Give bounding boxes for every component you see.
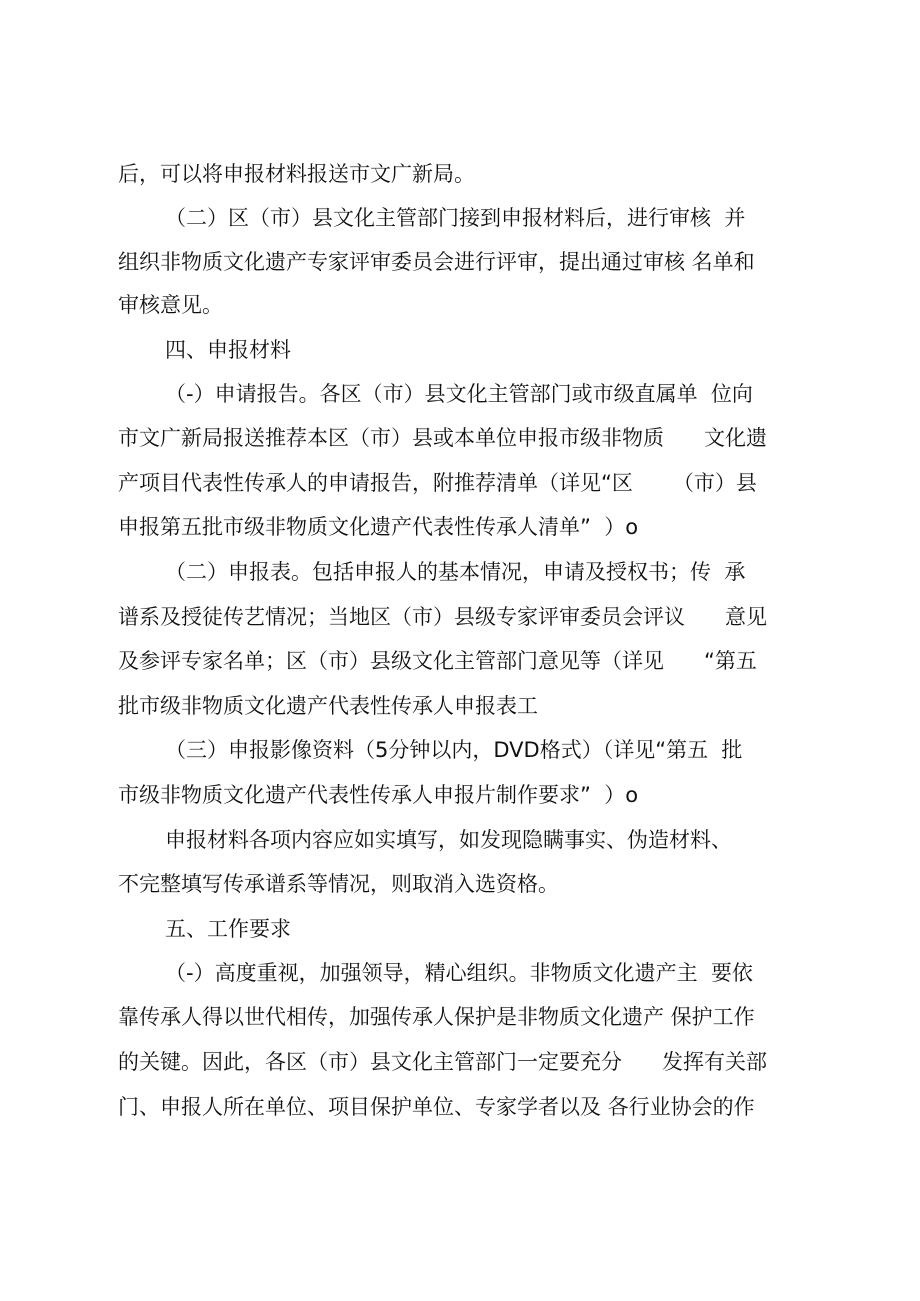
text-line: 靠传承人得以世代相传，加强传承人保护是非物质文化遗产 保护工作 [118, 1005, 755, 1029]
text-line: 产项目代表性传承人的申请报告，附推荐清单（详见“区 （市）县 [118, 471, 757, 495]
text-line: （-）高度重视，加强领导，精心组织。非物质文化遗产主 要依 [165, 961, 753, 985]
section-heading: 四、申报材料 [165, 338, 291, 362]
section-heading: 五、工作要求 [165, 917, 291, 941]
text-line: 谱系及授徒传艺情况；当地区（市）县级专家评审委员会评议 意见 [118, 605, 768, 629]
text-line: （三）申报影像资料（5分钟以内，DVD格式）（详见“第五 批 [165, 738, 743, 762]
text-line: 市级非物质文化遗产代表性传承人申报片制作要求” ）o [118, 783, 639, 807]
text-line: 组织非物质文化遗产专家评审委员会进行评审，提出通过审核 名单和 [118, 250, 755, 274]
text-line: （-）申请报告。各区（市）县文化主管部门或市级直属单 位向 [165, 382, 753, 406]
text-line: 后，可以将申报材料报送市文广新局。 [118, 162, 475, 186]
text-line: 市文广新局报送推荐本区（市）县或本单位申报市级非物质 文化遗 [118, 426, 768, 450]
text-line: 申报材料各项内容应如实填写，如发现隐瞒事实、伪造材料、 [165, 828, 732, 852]
text-line: 不完整填写传承谱系等情况，则取消入选资格。 [118, 872, 559, 896]
text-line: 及参评专家名单；区（市）县级文化主管部门意见等（详见 “第五 [118, 649, 757, 673]
text-line: 的关键。因此，各区（市）县文化主管部门一定要充分 发挥有关部 [118, 1050, 768, 1074]
text-line: 门、申报人所在单位、项目保护单位、专家学者以及 各行业协会的作 [118, 1095, 755, 1119]
text-line: 申报第五批市级非物质文化遗产代表性传承人清单” ）o [118, 515, 639, 539]
text-line: 批市级非物质文化遗产代表性传承人申报表工 [118, 694, 538, 718]
text-line: （二）申报表。包括申报人的基本情况，申请及授权书；传 承 [165, 560, 746, 584]
text-line: 审核意见。 [118, 293, 223, 317]
text-line: （二）区（市）县文化主管部门接到申报材料后，进行审核 并 [165, 206, 746, 230]
